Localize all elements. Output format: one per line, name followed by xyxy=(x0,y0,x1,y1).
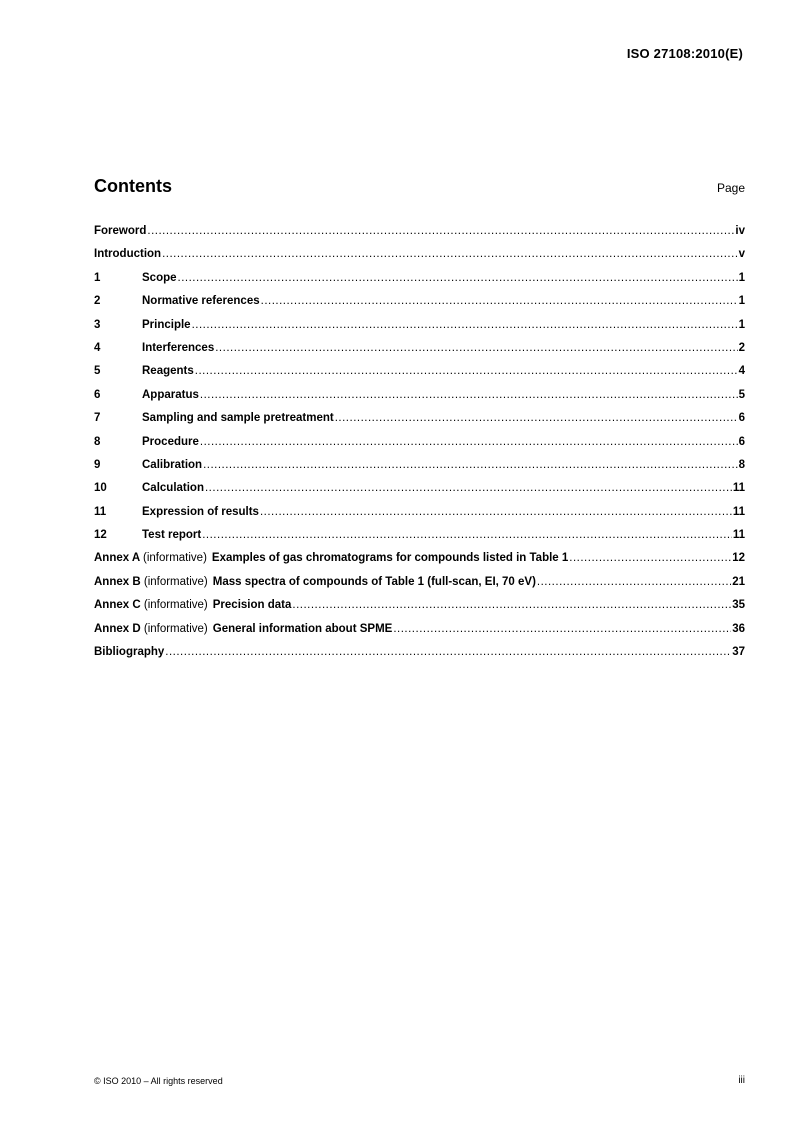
toc-entry-number: 1 xyxy=(94,271,101,284)
dot-leader xyxy=(162,248,738,260)
toc-annex-type: (informative) xyxy=(143,599,208,612)
toc-entry-page: 6 xyxy=(738,435,745,448)
dot-leader xyxy=(260,506,732,518)
toc-entry-page: 12 xyxy=(732,552,745,565)
toc-entry[interactable] xyxy=(94,342,745,365)
toc-entry[interactable] xyxy=(94,459,745,482)
toc-annex-id: Annex C xyxy=(94,599,141,612)
dot-leader xyxy=(203,459,738,471)
toc-entry-title: General information about SPME xyxy=(212,622,393,635)
toc-entry-page: iv xyxy=(735,225,745,237)
toc-entry[interactable] xyxy=(94,436,745,459)
dot-leader xyxy=(200,389,738,401)
toc-entry[interactable] xyxy=(94,225,745,248)
toc-entry-title: Calculation xyxy=(142,482,204,495)
toc-entry-title: Precision data xyxy=(212,599,292,612)
page-number: iii xyxy=(738,1075,745,1086)
dot-leader xyxy=(393,623,731,635)
toc-entry-number: 9 xyxy=(94,458,101,471)
toc-entry-title: Sampling and sample pretreatment xyxy=(142,412,334,425)
toc-annex-label xyxy=(94,552,207,564)
toc-entry-title: Introduction xyxy=(94,248,162,261)
toc-entry-number: 11 xyxy=(94,505,107,518)
toc-annex-type: (informative) xyxy=(143,552,207,565)
toc-entry-page: 1 xyxy=(738,271,745,284)
document-id: ISO 27108:2010(E) xyxy=(626,46,743,61)
dot-leader xyxy=(569,552,731,564)
dot-leader xyxy=(205,482,732,494)
toc-entry-page: 37 xyxy=(732,646,745,659)
dot-leader xyxy=(202,529,732,541)
page-column-label: Page xyxy=(716,181,745,195)
toc-entry-title: Foreword xyxy=(94,225,147,237)
dot-leader xyxy=(537,576,731,588)
toc-entry-title: Scope xyxy=(142,271,177,284)
toc-entry-page: 35 xyxy=(732,599,745,612)
toc-annex-id: Annex A xyxy=(94,552,140,565)
toc-entry-title: Bibliography xyxy=(94,646,165,659)
toc-entry-number: 8 xyxy=(94,435,101,448)
dot-leader xyxy=(335,412,738,424)
toc-entry-page: 21 xyxy=(732,575,745,588)
toc-annex-id: Annex B xyxy=(94,575,141,588)
toc-entry[interactable] xyxy=(94,552,745,575)
dot-leader xyxy=(261,295,738,307)
toc-entry-title: Calibration xyxy=(142,458,203,471)
toc-entry-page: 5 xyxy=(738,388,745,401)
toc-entry-title: Principle xyxy=(142,318,191,331)
dot-leader xyxy=(147,225,734,237)
toc-entry-number: 12 xyxy=(94,529,107,542)
toc-entry-title: Procedure xyxy=(142,435,199,448)
toc-entry[interactable] xyxy=(94,623,745,646)
toc-annex-label xyxy=(94,599,208,611)
toc-entry-title: Test report xyxy=(142,529,202,542)
toc-entry[interactable] xyxy=(94,576,745,599)
toc-entry-number: 5 xyxy=(94,365,101,378)
toc-entry-number: 10 xyxy=(94,482,107,495)
toc-entry-page: 6 xyxy=(738,412,745,425)
dot-leader xyxy=(292,599,731,611)
dot-leader xyxy=(192,319,738,331)
toc-entry[interactable] xyxy=(94,482,745,505)
dot-leader xyxy=(178,272,738,284)
toc-annex-id: Annex D xyxy=(94,622,141,635)
toc-entry[interactable] xyxy=(94,272,745,295)
toc-entry[interactable] xyxy=(94,295,745,318)
toc-entry-number: 6 xyxy=(94,388,101,401)
toc-entry-title: Normative references xyxy=(142,295,260,308)
contents-title: Contents xyxy=(94,176,172,196)
dot-leader xyxy=(165,646,731,658)
dot-leader xyxy=(215,342,737,354)
toc-annex-type: (informative) xyxy=(143,622,208,635)
toc-entry-title: Examples of gas chromatograms for compounds listed in Table 1 xyxy=(211,552,569,565)
dot-leader xyxy=(200,436,738,448)
toc-entry-number: 2 xyxy=(94,295,101,308)
toc-annex-label xyxy=(94,623,208,635)
toc-entry[interactable] xyxy=(94,389,745,412)
toc-entry-page: v xyxy=(738,248,745,261)
toc-entry-page: 36 xyxy=(732,622,745,635)
toc-annex-type: (informative) xyxy=(143,575,208,588)
toc-entry-number: 7 xyxy=(94,412,101,425)
toc-entry[interactable] xyxy=(94,646,745,669)
toc-annex-label xyxy=(94,576,208,588)
copyright-notice: © ISO 2010 – All rights reserved xyxy=(94,1076,223,1086)
toc-entry-title: Mass spectra of compounds of Table 1 (full-scan, EI, 70 eV) xyxy=(212,575,536,588)
toc-entry-page: 2 xyxy=(738,341,745,354)
toc-entry-title: Interferences xyxy=(142,341,215,354)
table-of-contents xyxy=(94,225,745,669)
toc-entry-page: 11 xyxy=(732,482,745,495)
toc-entry[interactable] xyxy=(94,506,745,529)
toc-entry[interactable] xyxy=(94,412,745,435)
toc-entry-page: 1 xyxy=(738,318,745,331)
toc-entry-page: 4 xyxy=(738,365,745,378)
toc-entry[interactable] xyxy=(94,365,745,388)
toc-entry[interactable] xyxy=(94,599,745,622)
toc-entry-title: Expression of results xyxy=(142,505,259,518)
toc-entry-page: 8 xyxy=(738,458,745,471)
toc-entry-number: 4 xyxy=(94,341,101,354)
toc-entry[interactable] xyxy=(94,319,745,342)
toc-entry[interactable] xyxy=(94,248,745,271)
toc-entry-page: 11 xyxy=(732,505,745,518)
toc-entry[interactable] xyxy=(94,529,745,552)
toc-entry-title: Reagents xyxy=(142,365,194,378)
toc-entry-number: 3 xyxy=(94,318,101,331)
toc-entry-page: 11 xyxy=(732,529,745,542)
contents-header xyxy=(94,176,745,197)
toc-entry-title: Apparatus xyxy=(142,388,199,401)
dot-leader xyxy=(195,365,738,377)
toc-entry-page: 1 xyxy=(738,295,745,308)
